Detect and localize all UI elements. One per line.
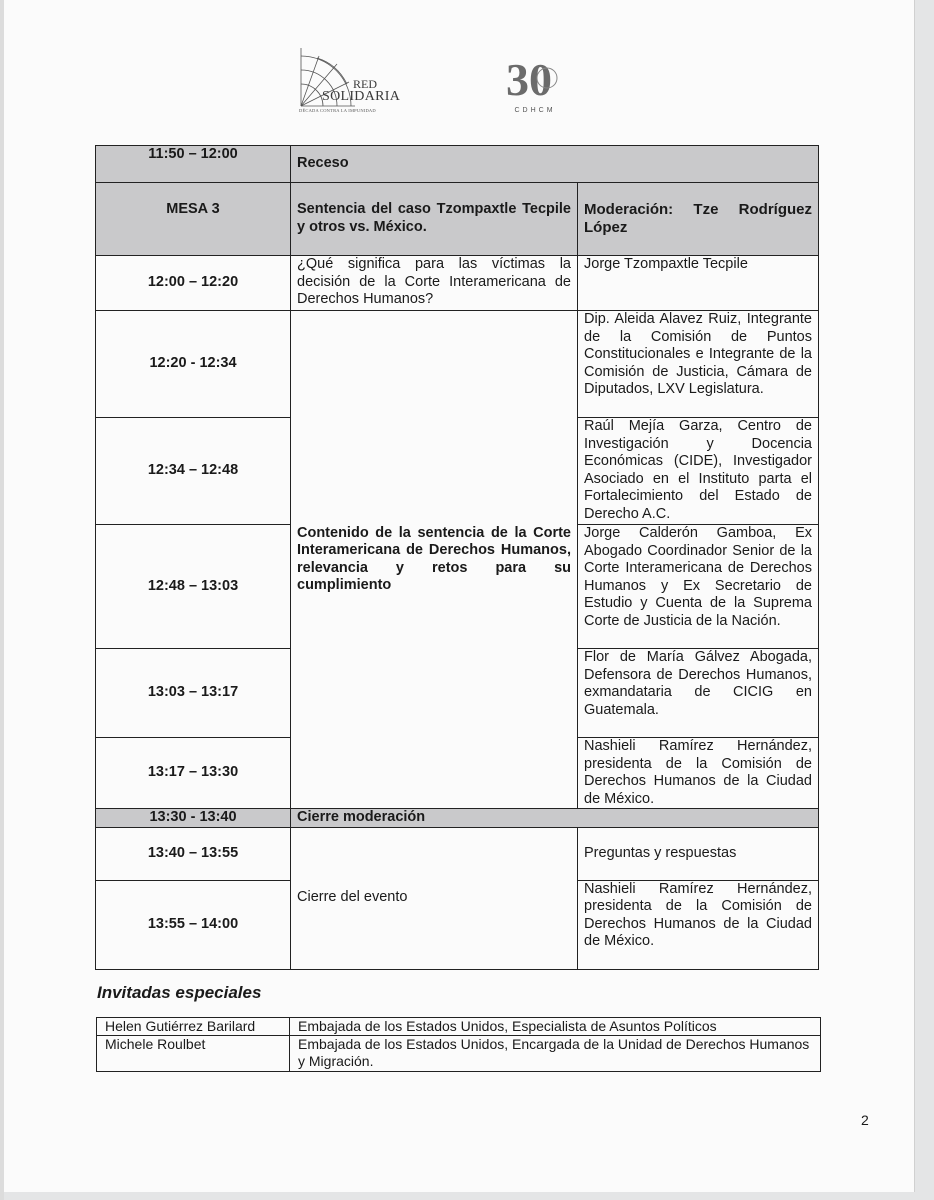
question-time: 12:00 – 12:20 (96, 256, 291, 311)
mesa-header-row (96, 183, 819, 256)
cierre-moderacion-time: 13:30 - 13:40 (96, 809, 291, 828)
closing-text: Nashieli Ramírez Hernández, presidenta de la Comisión de Derechos Humanos de la Ciudad de México. (578, 880, 819, 969)
speaker-name: Jorge Calderón Gamboa, Ex Abogado Coordinador Senior de la Corte Interamericana de Derechos Humanos y Ex Secretario de Estudio y Cuenta de la Suprema Corte de Justicia de la Nación. (578, 525, 819, 649)
guest-role: Embajada de los Estados Unidos, Especialista de Asuntos Políticos (290, 1018, 821, 1036)
mesa-title: Sentencia del caso Tzompaxtle Tecpile y otros vs. México. (291, 183, 578, 256)
mesa-label: MESA 3 (96, 183, 291, 256)
globe-grid-icon (297, 44, 407, 116)
closing-row (96, 827, 819, 880)
speaker-name: Raúl Mejía Garza, Centro de Investigación y Docencia Económicas (CIDE), Investigador Asociado en el Instituto parta el Fortalecimiento del Estado de Derecho A.C. (578, 418, 819, 525)
cierre-moderacion-label: Cierre moderación (291, 809, 819, 828)
mesa-moderation: Moderación: Tze Rodríguez López (578, 183, 819, 256)
cierre-moderacion-row (96, 809, 819, 828)
receso-row (96, 146, 819, 183)
guest-name: Helen Gutiérrez Barilard (97, 1018, 290, 1036)
logo-number: 30 (506, 54, 552, 105)
page-number: 2 (861, 1112, 869, 1128)
logo-text-cdhcm: CDHCM (514, 107, 556, 114)
closing-text: Preguntas y respuestas (578, 827, 819, 880)
topic-cell: Contenido de la sentencia de la Corte Interamericana de Derechos Humanos, relevancia y retos para su cumplimiento (291, 311, 578, 809)
question-speaker: Jorge Tzompaxtle Tecpile (578, 256, 819, 311)
cdhcm-30-logo (504, 49, 566, 121)
closing-label: Cierre del evento (291, 827, 578, 969)
anniversary-30-icon (504, 49, 566, 107)
guest-row (97, 1018, 821, 1036)
closing-time: 13:55 – 14:00 (96, 880, 291, 969)
red-solidaria-logo (297, 44, 407, 116)
guests-heading: Invitadas especiales (97, 983, 262, 1002)
speaker-time: 12:20 - 12:34 (96, 311, 291, 418)
guest-row (97, 1036, 821, 1072)
closing-time: 13:40 – 13:55 (96, 827, 291, 880)
speaker-time: 13:17 – 13:30 (96, 738, 291, 809)
question-text: ¿Qué significa para las víctimas la decisión de la Corte Interamericana de Derechos Humanos? (291, 256, 578, 311)
guests-table (96, 1017, 821, 1072)
guest-name: Michele Roulbet (97, 1036, 290, 1072)
receso-label: Receso (291, 146, 819, 183)
guest-role: Embajada de los Estados Unidos, Encargada de la Unidad de Derechos Humanos y Migración. (290, 1036, 821, 1072)
logo-text-red: RED (353, 77, 377, 91)
speaker-time: 12:48 – 13:03 (96, 525, 291, 649)
speaker-time: 12:34 – 12:48 (96, 418, 291, 525)
receso-time: 11:50 – 12:00 (96, 146, 291, 183)
logo-tagline: DÉCADA CONTRA LA IMPUNIDAD (299, 108, 376, 113)
logo-text-solidaria: SOLIDARIA (322, 89, 401, 104)
speaker-name: Nashieli Ramírez Hernández, presidenta de la Comisión de Derechos Humanos de la Ciudad de México. (578, 738, 819, 809)
speaker-name: Flor de María Gálvez Abogada, Defensora de Derechos Humanos, exmandataria de CICIG en Guatemala. (578, 649, 819, 738)
program-table (95, 145, 819, 970)
speaker-row (96, 311, 819, 418)
question-row (96, 256, 819, 311)
speaker-time: 13:03 – 13:17 (96, 649, 291, 738)
speaker-name: Dip. Aleida Alavez Ruiz, Integrante de la Comisión de Puntos Constitucionales e Integrante de la Comisión de Justicia, Cámara de Diputados, LXV Legislatura. (578, 311, 819, 418)
